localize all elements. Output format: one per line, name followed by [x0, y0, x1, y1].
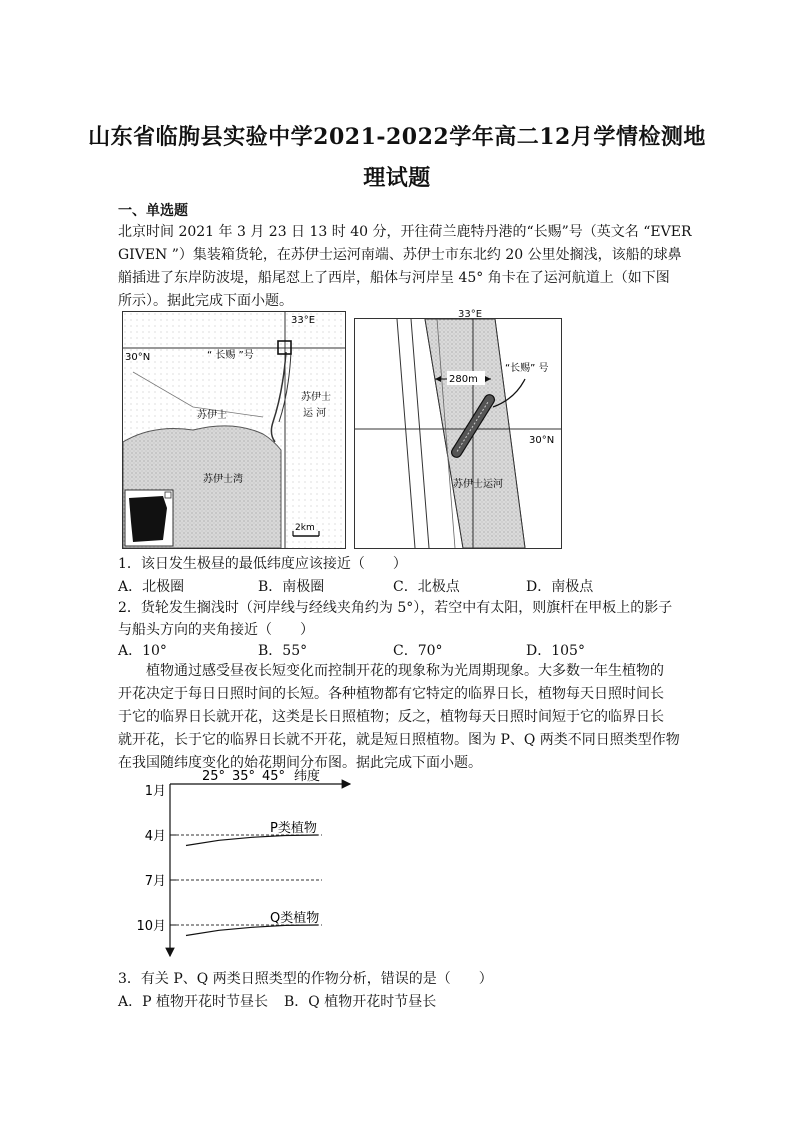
- ship-label: “长赐” 号: [505, 363, 549, 374]
- q1-stem: 1．该日发生极昼的最低纬度应该接近（ ）: [118, 556, 407, 572]
- doc-title-line1: 山东省临朐县实验中学2021-2022学年高二12月学情检测地: [88, 124, 706, 150]
- canal-label-2: 运 河: [303, 408, 327, 419]
- intro2-line: 就开花，长于它的临界日长就不开花，就是短日照植物。图为 P、Q 两类不同日照类型作物: [118, 732, 680, 748]
- x-tick-label: 25°: [202, 769, 226, 784]
- inset-locator: [165, 492, 171, 498]
- y-tick-label: 10月: [136, 919, 166, 934]
- series-label-q: Q类植物: [270, 911, 320, 926]
- y-tick-label: 4月: [144, 829, 166, 844]
- suez-regional-map: [122, 311, 346, 549]
- suez-regional-map-svg: [123, 312, 345, 548]
- x-tick-label: 35°: [232, 769, 256, 784]
- ship-detail-map: [354, 318, 562, 549]
- intro1-line: 北京时间 2021 年 3 月 23 日 13 时 40 分，开往荷兰鹿特丹港的“长赐”号（英文名 “EVER: [118, 224, 692, 240]
- ship-detail-map-svg: [355, 319, 561, 548]
- q2-option-b[interactable]: B．55°: [258, 643, 308, 659]
- q3-stem: 3．有关 P、Q 两类日照类型的作物分析，错误的是（ ）: [118, 971, 493, 987]
- right-map-lon-top: 33°E: [458, 309, 483, 320]
- intro2-line: 植物通过感受昼夜长短变化而控制开花的现象称为光周期现象。大多数一年生植物的: [146, 663, 664, 679]
- q2-option-a[interactable]: A．10°: [118, 643, 167, 659]
- q3-option-b[interactable]: B．Q 植物开花时节昼长: [284, 994, 437, 1010]
- q2-stem-line: 与船头方向的夹角接近（ ）: [118, 622, 314, 638]
- canal-label: 苏伊士运河: [453, 479, 503, 490]
- inset-landmass: [129, 496, 167, 542]
- intro2-line: 在我国随纬度变化的始花期间分布图。据此完成下面小题。: [118, 755, 482, 771]
- y-tick-label: 1月: [144, 784, 166, 799]
- intro1-line: 所示）。据此完成下面小题。: [118, 293, 293, 309]
- x-tick-label: 45°: [262, 769, 286, 784]
- q1-option-c[interactable]: C．北极点: [393, 579, 460, 595]
- lon-label: 33°E: [291, 315, 316, 326]
- width-label: 280m: [449, 374, 478, 385]
- q2-option-c[interactable]: C．70°: [393, 643, 443, 659]
- q3-option-a[interactable]: A．P 植物开花时节昼长: [118, 994, 268, 1010]
- intro1-line: 艏插进了东岸防波堤，船尾怼上了西岸，船体与河岸呈 45° 角卡在了运河航道上（如下图: [118, 270, 670, 286]
- series-label-p: P类植物: [270, 821, 317, 836]
- lat-label: 30°N: [529, 435, 555, 446]
- q2-stem-line: 2．货轮发生搁浅时（河岸线与经线夹角约为 5°），若空中有太阳，则旗杆在甲板上的影子: [118, 600, 673, 616]
- scale-label: 2km: [295, 523, 315, 533]
- lat-label: 30°N: [125, 352, 151, 363]
- bay-label: 苏伊士湾: [203, 474, 243, 485]
- intro2-line: 于它的临界日长就开花，这类是长日照植物；反之，植物每天日照时间短于它的临界日长: [118, 709, 664, 725]
- q1-option-d[interactable]: D．南极点: [526, 579, 594, 595]
- bank-line: [397, 319, 415, 548]
- canal-label-1: 苏伊士: [301, 392, 331, 403]
- series-curve-p: [186, 835, 318, 846]
- ship-label: “ 长赐 ”号: [207, 350, 254, 361]
- q2-option-d[interactable]: D．105°: [526, 643, 585, 659]
- photoperiod-chart: [118, 768, 358, 968]
- series-curve-q: [186, 925, 318, 936]
- q1-option-b[interactable]: B．南极圈: [258, 579, 325, 595]
- bank-line: [411, 319, 429, 548]
- intro2-line: 开花决定于每日日照时间的长短。各种植物都有它特定的临界日长，植物每天日照时间长: [118, 686, 664, 702]
- q1-option-a[interactable]: A．北极圈: [118, 579, 185, 595]
- city-label: 苏伊士: [197, 410, 227, 421]
- section-heading: 一、单选题: [118, 203, 188, 219]
- y-tick-label: 7月: [144, 874, 166, 889]
- x-axis-label: 纬度: [294, 769, 321, 784]
- intro1-line: GIVEN ”）集装箱货轮，在苏伊士运河南端、苏伊士市东北约 20 公里处搁浅，该船的球鼻: [118, 247, 682, 263]
- doc-title-line2: 理试题: [363, 165, 431, 191]
